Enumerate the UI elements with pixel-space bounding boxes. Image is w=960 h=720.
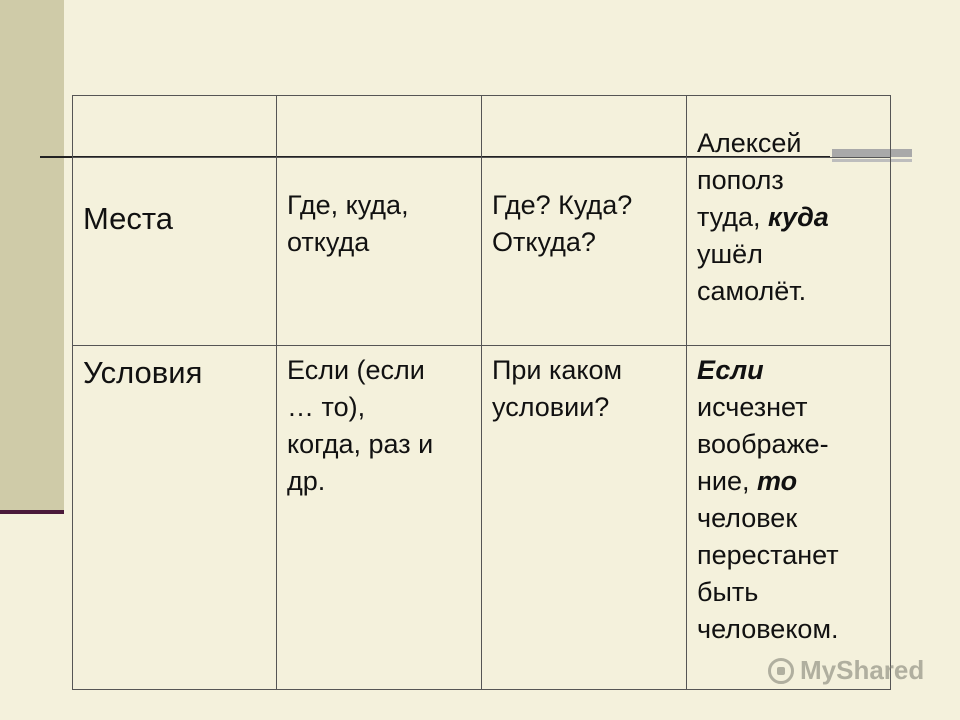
table-cell-type (73, 158, 277, 346)
text-line: При каком (492, 355, 623, 385)
clause-type-label: Условия (83, 355, 203, 390)
table-cell (482, 96, 687, 158)
watermark (768, 655, 924, 686)
text-line: когда, раз и (287, 429, 434, 459)
emphasized-conjunction: Если (697, 355, 764, 385)
text-line: исчезнет (697, 392, 808, 422)
text-line: Где, куда, (287, 190, 409, 220)
text-line (697, 199, 882, 236)
text-line: пополз (697, 165, 784, 195)
text-line: Алексей (697, 128, 802, 158)
emphasized-conjunction: то (757, 466, 798, 496)
text-line: … то), (287, 392, 366, 422)
table-cell-questions (482, 346, 687, 690)
table-cell-conjunctions (277, 158, 482, 346)
table-cell-example (687, 128, 891, 346)
text-line: Где? Куда? (492, 190, 633, 220)
text-line: перестанет (697, 540, 839, 570)
table-cell-example (687, 346, 891, 690)
text-line: ушёл (697, 239, 763, 269)
text-line: быть (697, 577, 759, 607)
watermark-text: MyShared (800, 655, 925, 685)
text-line: др. (287, 466, 326, 496)
text-line: самолёт. (697, 276, 807, 306)
emphasized-conjunction: куда (768, 202, 829, 232)
text-line: Откуда? (492, 227, 596, 257)
text-line: откуда (287, 227, 370, 257)
myshared-logo-icon (768, 658, 794, 684)
text-line: Если (если (287, 355, 425, 385)
table-cell (73, 96, 277, 158)
clause-type-label: Места (83, 201, 174, 236)
table-cell-conjunctions (277, 346, 482, 690)
table-row-condition (73, 346, 891, 690)
text-line: человеком. (697, 614, 839, 644)
left-accent-bar (0, 0, 64, 512)
text-span: ние, (697, 466, 758, 496)
text-line: условии? (492, 392, 610, 422)
table-cell (277, 96, 482, 158)
table-cell-type (73, 346, 277, 690)
text-line (697, 352, 882, 389)
left-accent-line (0, 510, 64, 514)
text-line (697, 463, 882, 500)
table-cell-questions (482, 158, 687, 346)
text-span: туда, (697, 202, 769, 232)
text-line: воображе- (697, 429, 829, 459)
text-line: человек (697, 503, 798, 533)
table-row-place (73, 158, 891, 346)
subordinate-clauses-table (72, 95, 891, 690)
